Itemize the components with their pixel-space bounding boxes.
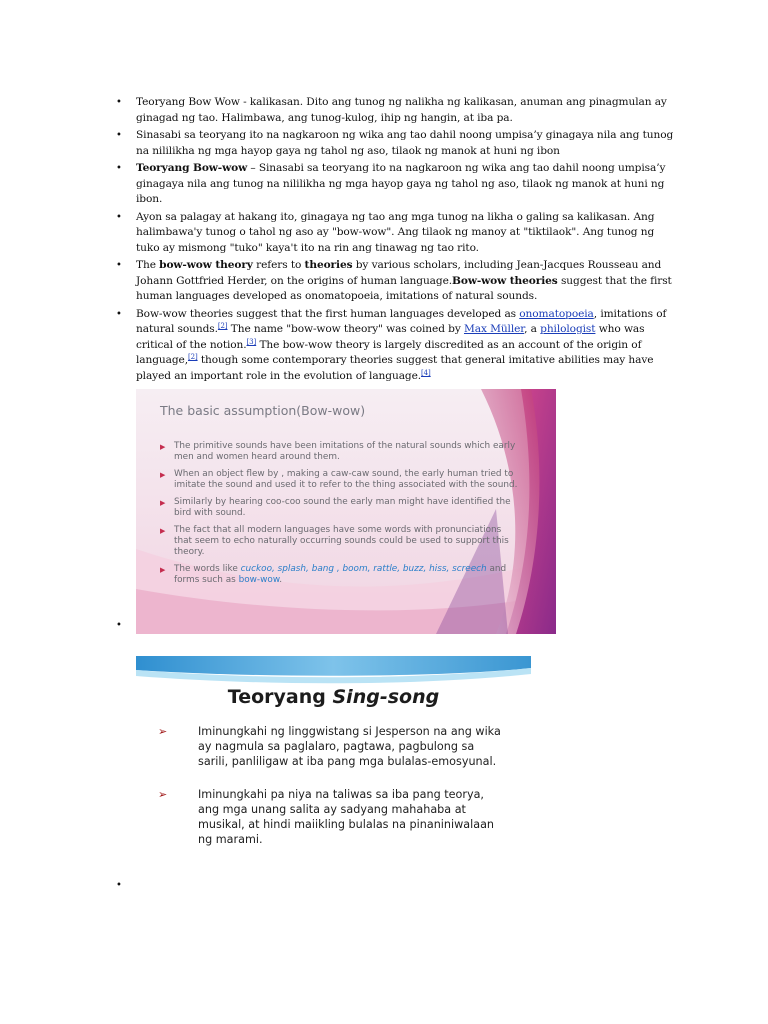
bullet-dot: • <box>116 880 122 891</box>
bow-wow-slide-image <box>136 389 556 634</box>
slide-point <box>160 497 520 519</box>
list-item <box>116 161 676 208</box>
triangle-bullet-icon: ▶ <box>160 471 166 479</box>
philologist-link[interactable]: philologist <box>540 323 596 335</box>
item-text: Teoryang Bow Wow - kalikasan. Dito ang tunog ng nalikha ng kalikasan, anuman ang pinagmulan ay ginagad ng tao. Halimbawa, ang tunog-kulog, ihip ng hangin, at iba pa. <box>136 96 667 124</box>
point-text: When an object flew by , making a caw-caw sound, the early human tried to imitate the sound and used it to refer to the thing associated with the sound. <box>174 469 518 490</box>
citation-link[interactable]: [3] <box>246 337 257 346</box>
bullet-dot: • <box>116 620 122 631</box>
slide-point-list <box>160 441 520 592</box>
bullet-dot: • <box>116 308 122 320</box>
list-item <box>116 95 676 126</box>
item-text: though some contemporary theories suggest that general imitative abilities may have played an important role in the evolution of language. <box>136 354 654 382</box>
point-text: . <box>279 575 283 585</box>
point-text: Iminungkahi pa niya na taliwas sa iba pang teorya, ang mga unang salita ay sadyang mahahaba at musikal, at hindi maiikling bulalas na pinaniniwalaan ng marami. <box>198 788 495 846</box>
slide-point <box>158 724 503 769</box>
item-text: refers to <box>252 259 305 271</box>
list-item <box>116 128 676 159</box>
item-text: who was critical of the notion. <box>136 323 645 351</box>
citation-link[interactable]: [2] <box>217 322 228 330</box>
point-text: Iminungkahi ng linggwistang si Jesperson na ang wika ay nagmula sa paglalaro, pagtawa, pagbulong sa sarili, panliligaw at iba pang mga bulalas-emosyunal. <box>198 725 501 768</box>
slide-title: The basic assumption(Bow-wow) <box>160 403 366 418</box>
example-form: bow-wow <box>238 575 280 585</box>
arrow-bullet-icon: ➢ <box>158 725 168 738</box>
point-text: The words like <box>174 564 241 574</box>
item-bold-term: bow-wow theory <box>159 259 253 271</box>
item-text: – Sinasabi sa teoryang ito na nagkaroon ng wika ang tao dahil noong umpisa’y ginagaya nila ang tunog na nililikha ng mga hayop gaya ng tahol ng aso, tilaok ng manok at huni ng ibon. <box>136 162 666 205</box>
triangle-bullet-icon: ▶ <box>160 443 166 451</box>
citation-link[interactable]: [4] <box>421 368 431 377</box>
item-text: The <box>136 259 160 271</box>
bullet-dot: • <box>116 97 122 108</box>
onomatopoeia-link[interactable]: onomatopoeia <box>519 307 594 320</box>
citation-link[interactable]: [2] <box>187 353 198 361</box>
item-text: Bow-wow theories suggest that the first human languages developed as <box>136 307 520 320</box>
item-text: Sinasabi sa teoryang ito na nagkaroon ng wika ang tao dahil noong umpisa’y ginagaya nila ang tunog na nililikha ng mga hayop gaya ng tahol ng aso, tilaok ng manok at huni ng ibon <box>136 129 674 157</box>
triangle-bullet-icon: ▶ <box>160 566 166 574</box>
slide-point <box>160 469 520 491</box>
list-item <box>116 258 676 305</box>
point-text: and forms such as <box>174 564 507 585</box>
list-item <box>116 307 676 385</box>
bullet-dot: • <box>116 130 122 141</box>
slide-point <box>158 787 503 847</box>
point-text: Similarly by hearing coo-coo sound the early man might have identified the bird with sound. <box>174 497 511 518</box>
example-words: cuckoo, splash, bang , boom, rattle, buzz, hiss, screech <box>240 564 487 574</box>
item-text: by various scholars, including Jean-Jacques Rousseau and Johann Gottfried Herder, on the origins of human language. <box>136 259 662 287</box>
point-text: The fact that all modern languages have some words with pronunciations that seem to echo naturally occurring sounds could be used to support this theory. <box>174 525 509 557</box>
bullet-dot: • <box>116 260 122 271</box>
slide-point <box>160 525 520 558</box>
bullet-dot: • <box>116 163 122 174</box>
triangle-bullet-icon: ▶ <box>160 527 166 535</box>
slide-point-list <box>158 724 503 865</box>
triangle-bullet-icon: ▶ <box>160 499 166 507</box>
slide-point <box>160 441 520 463</box>
item-bold-term: Teoryang Bow-wow <box>136 162 248 174</box>
item-text: , a <box>524 323 541 335</box>
point-text: The primitive sounds have been imitations of the natural sounds which early men and women heard around them. <box>174 441 516 462</box>
item-text: The name "bow-wow theory" was coined by <box>227 323 464 335</box>
bullet-dot: • <box>116 211 122 223</box>
item-text: , imitations of natural sounds. <box>136 307 667 335</box>
bullet-list <box>116 95 676 386</box>
item-text: Ayon sa palagay at hakang ito, ginagaya ng tao ang mga tunog na likha o galing sa kalikasan. Ang halimbawa'y tunog o tahol ng aso ay "bow-wow". Ang tilaok ng manoy at "tiktilaok". Ang tunog ng tuko ay mismong "tuko" kaya't ito na rin ang tinawag ng tao rito. <box>136 210 655 254</box>
item-text: suggest that the first human languages developed as onomatopoeia, imitations of natural sounds. <box>136 274 672 302</box>
arrow-bullet-icon: ➢ <box>158 788 168 801</box>
max-muller-link[interactable]: Max Müller <box>463 323 525 335</box>
title-text: Teoryang <box>227 686 333 708</box>
slide-point <box>160 564 520 586</box>
title-italic-text: Sing-song <box>332 686 440 708</box>
item-bold-term: Bow-wow theories <box>452 274 558 287</box>
sing-song-slide-image <box>136 656 531 893</box>
item-text: The bow-wow theory is largely discredited as an account of the origin of language, <box>136 338 642 366</box>
list-item <box>116 210 676 257</box>
item-bold-term: theories <box>304 259 353 271</box>
slide-title <box>136 686 531 708</box>
